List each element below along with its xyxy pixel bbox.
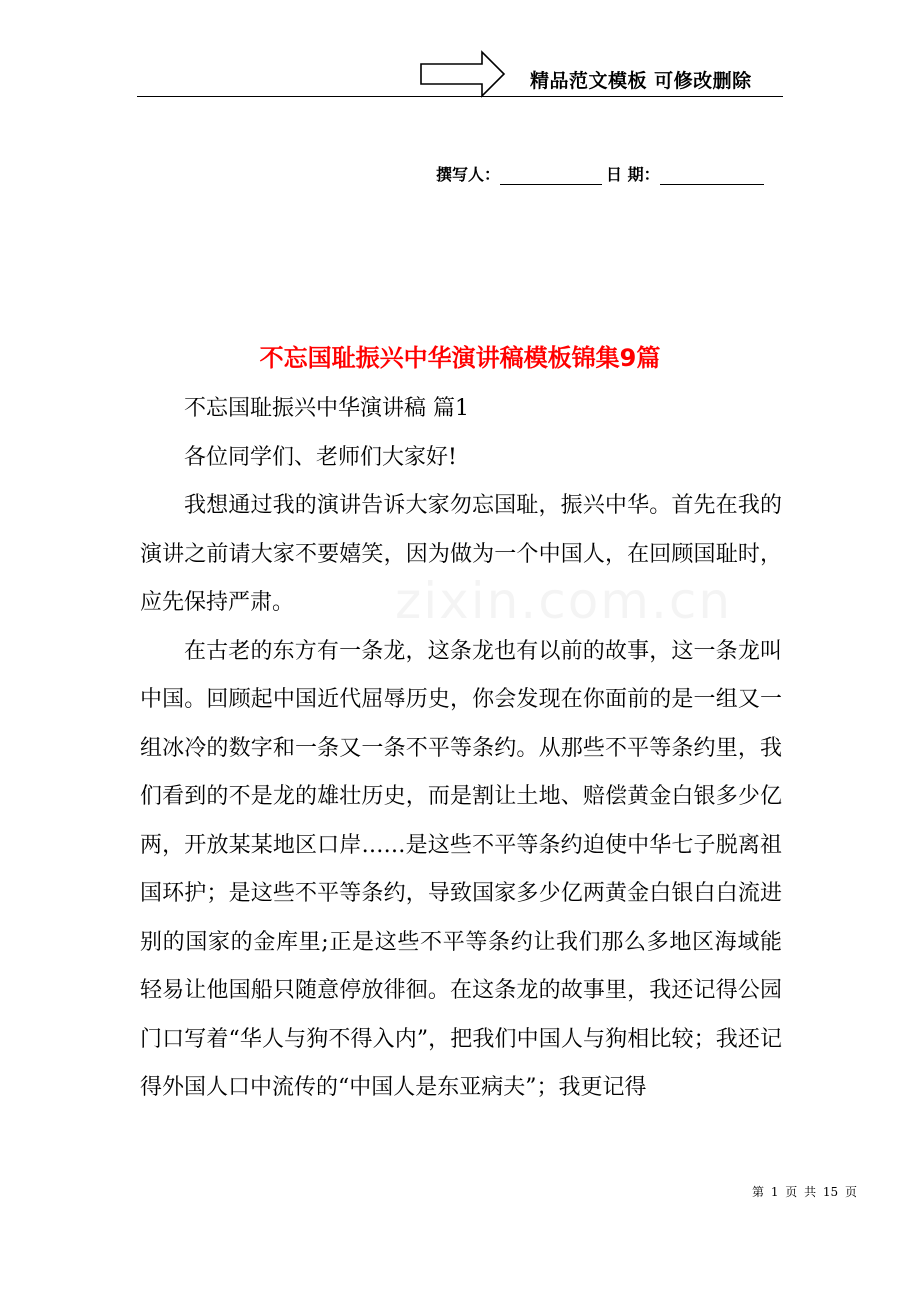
header-banner-text: 精品范文模板 可修改删除 (530, 70, 752, 92)
document-title: 不忘国耻振兴中华演讲稿模板锦集9篇 (259, 344, 661, 372)
author-blank-field[interactable] (500, 166, 602, 185)
author-label: 撰写人： (436, 165, 501, 184)
page-number: 第 1 页 共 15 页 (752, 1185, 857, 1199)
body-paragraph: 我想通过我的演讲告诉大家勿忘国耻，振兴中华。首先在我的演讲之前请大家不要嬉笑，因为做为一个中国人，在回顾国耻时，应先保持严肃。 (140, 493, 782, 615)
date-blank-field[interactable] (660, 166, 764, 185)
greeting-paragraph: 各位同学们、老师们大家好! (184, 444, 457, 470)
section-heading: 不忘国耻振兴中华演讲稿 篇1 (184, 396, 469, 421)
header-divider (137, 96, 783, 97)
arrow-icon (420, 50, 506, 98)
date-label: 日 期： (606, 165, 660, 184)
body-paragraph: 在古老的东方有一条龙，这条龙也有以前的故事，这一条龙叫中国。回顾起中国近代屈辱历史，你会发现在你面前的是一组又一组冰冷的数字和一条又一条不平等条约。从那些不平等条约里，我们看到的不是龙的雄壮历史，而是割让土地、赔偿黄金白银多少亿两，开放某某地区口岸……是这些不平等条约迫使中华七子脱离祖国环护；是这些不平等条约，导致国家多少亿两黄金白银白白流进别的国家的金库里;正是这些不平等条约让我们那么多地区海域能轻易让他国船只随意停放徘徊。在这条龙的故事里，我还记得公园门口写着“华人与狗不得入内”，把我们中国人与狗相比较；我还记得外国人口中流传的“中国人是东亚病夫”；我更记得 (140, 638, 782, 1100)
author-date-line (436, 162, 764, 185)
document-body (140, 385, 782, 1113)
